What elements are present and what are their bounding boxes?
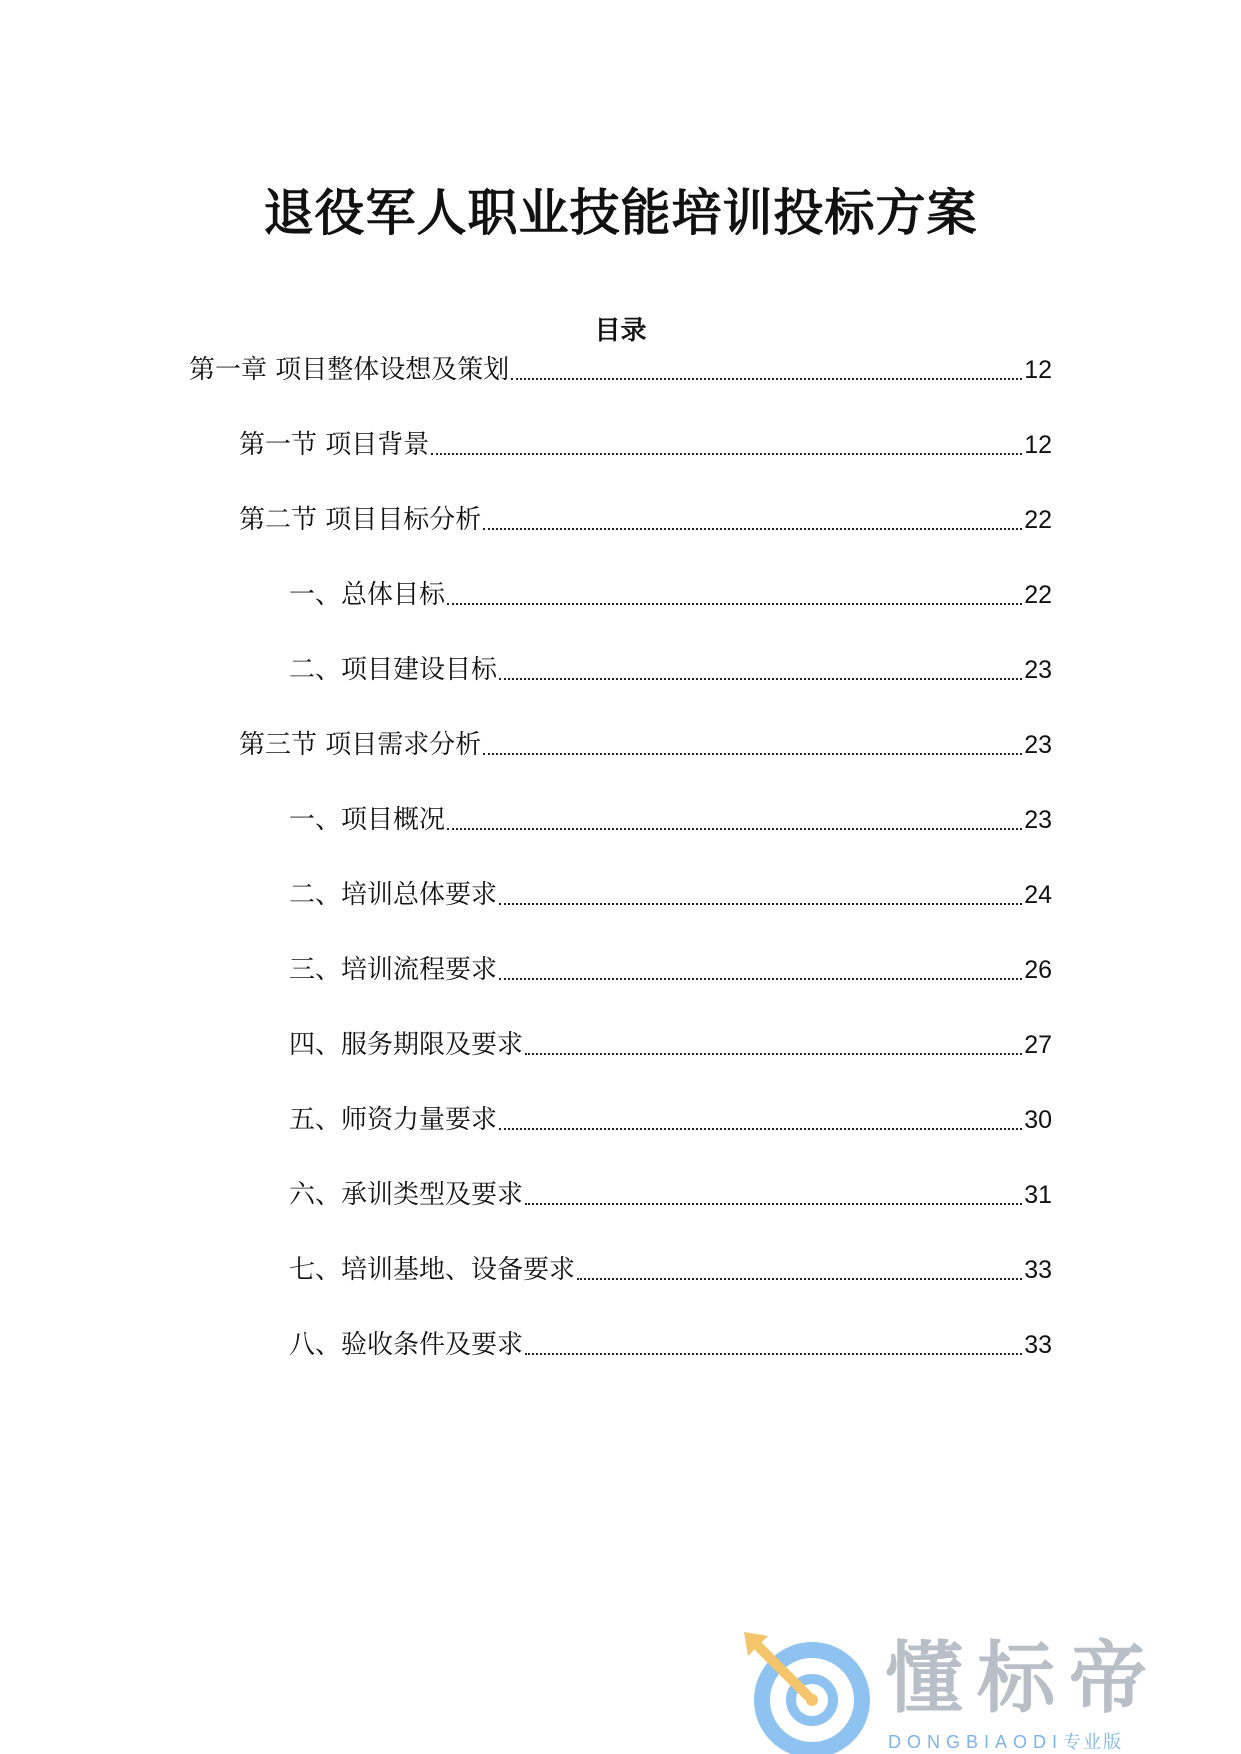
toc-entry-page: 23 [1024,806,1052,834]
toc-entry-label: 六、承训类型及要求 [289,1180,524,1210]
watermark-brand: 懂标帝 [885,1634,1162,1724]
watermark-sub-latin: DONGBIAODI [888,1732,1064,1752]
toc-entry[interactable] [289,1100,1052,1140]
brand-watermark [740,1628,1220,1754]
dot-leader [577,1278,1022,1280]
toc-entry-label: 八、验收条件及要求 [289,1330,524,1360]
toc-entry-label: 第二节 项目目标分析 [239,505,482,535]
toc-entry-label: 第一章 项目整体设想及策划 [189,355,510,385]
toc-entry-page: 33 [1024,1256,1052,1284]
toc-entry-label: 二、项目建设目标 [289,655,498,685]
toc-entry[interactable] [289,800,1052,840]
toc-entry-page: 23 [1024,656,1052,684]
dot-leader [525,1203,1022,1205]
dot-leader [499,1128,1022,1130]
toc-entry-page: 31 [1024,1181,1052,1209]
toc-heading: 目录 [594,316,647,346]
toc-entry[interactable] [289,1325,1052,1365]
watermark-edition: 专业版 [1063,1732,1124,1753]
toc-entry[interactable] [189,350,1052,390]
toc-entry[interactable] [289,950,1052,990]
toc-entry[interactable] [289,1025,1052,1065]
target-arrow-icon [740,1628,870,1754]
dot-leader [499,678,1022,680]
toc-entry-page: 26 [1024,956,1052,984]
dot-leader [525,1053,1022,1055]
toc-entry[interactable] [239,500,1052,540]
toc-entry-page: 27 [1024,1031,1052,1059]
toc-entry-label: 三、培训流程要求 [289,955,498,985]
toc-entry-page: 33 [1024,1331,1052,1359]
toc-entry-label: 四、服务期限及要求 [289,1030,524,1060]
dot-leader [447,603,1022,605]
toc-entry-label: 第三节 项目需求分析 [239,730,482,760]
toc-entry[interactable] [289,875,1052,915]
dot-leader [483,753,1022,755]
dot-leader [499,978,1022,980]
document-title: 退役军人职业技能培训投标方案 [263,184,978,242]
dot-leader [431,453,1022,455]
toc-entry[interactable] [239,725,1052,765]
dot-leader [499,903,1022,905]
toc-entry[interactable] [289,1250,1052,1290]
toc-entry-page: 23 [1024,731,1052,759]
toc-entry-page: 12 [1024,431,1052,459]
toc-entry-label: 五、师资力量要求 [289,1105,498,1135]
toc-entry[interactable] [289,650,1052,690]
dot-leader [447,828,1022,830]
toc-entry-page: 24 [1024,881,1052,909]
toc-entry[interactable] [239,425,1052,465]
toc-entry-page: 22 [1024,506,1052,534]
dot-leader [483,528,1022,530]
toc-entry-label: 第一节 项目背景 [239,430,430,460]
watermark-subtitle [888,1731,1123,1754]
toc-entry-label: 二、培训总体要求 [289,880,498,910]
toc-entry[interactable] [289,1175,1052,1215]
toc-entry-label: 七、培训基地、设备要求 [289,1255,576,1285]
toc-entry[interactable] [289,575,1052,615]
dot-leader [525,1353,1022,1355]
toc-entry-page: 22 [1024,581,1052,609]
toc-entry-page: 12 [1024,356,1052,384]
toc-entry-label: 一、总体目标 [289,580,446,610]
toc-entry-label: 一、项目概况 [289,805,446,835]
dot-leader [511,378,1022,380]
toc-entry-page: 30 [1024,1106,1052,1134]
